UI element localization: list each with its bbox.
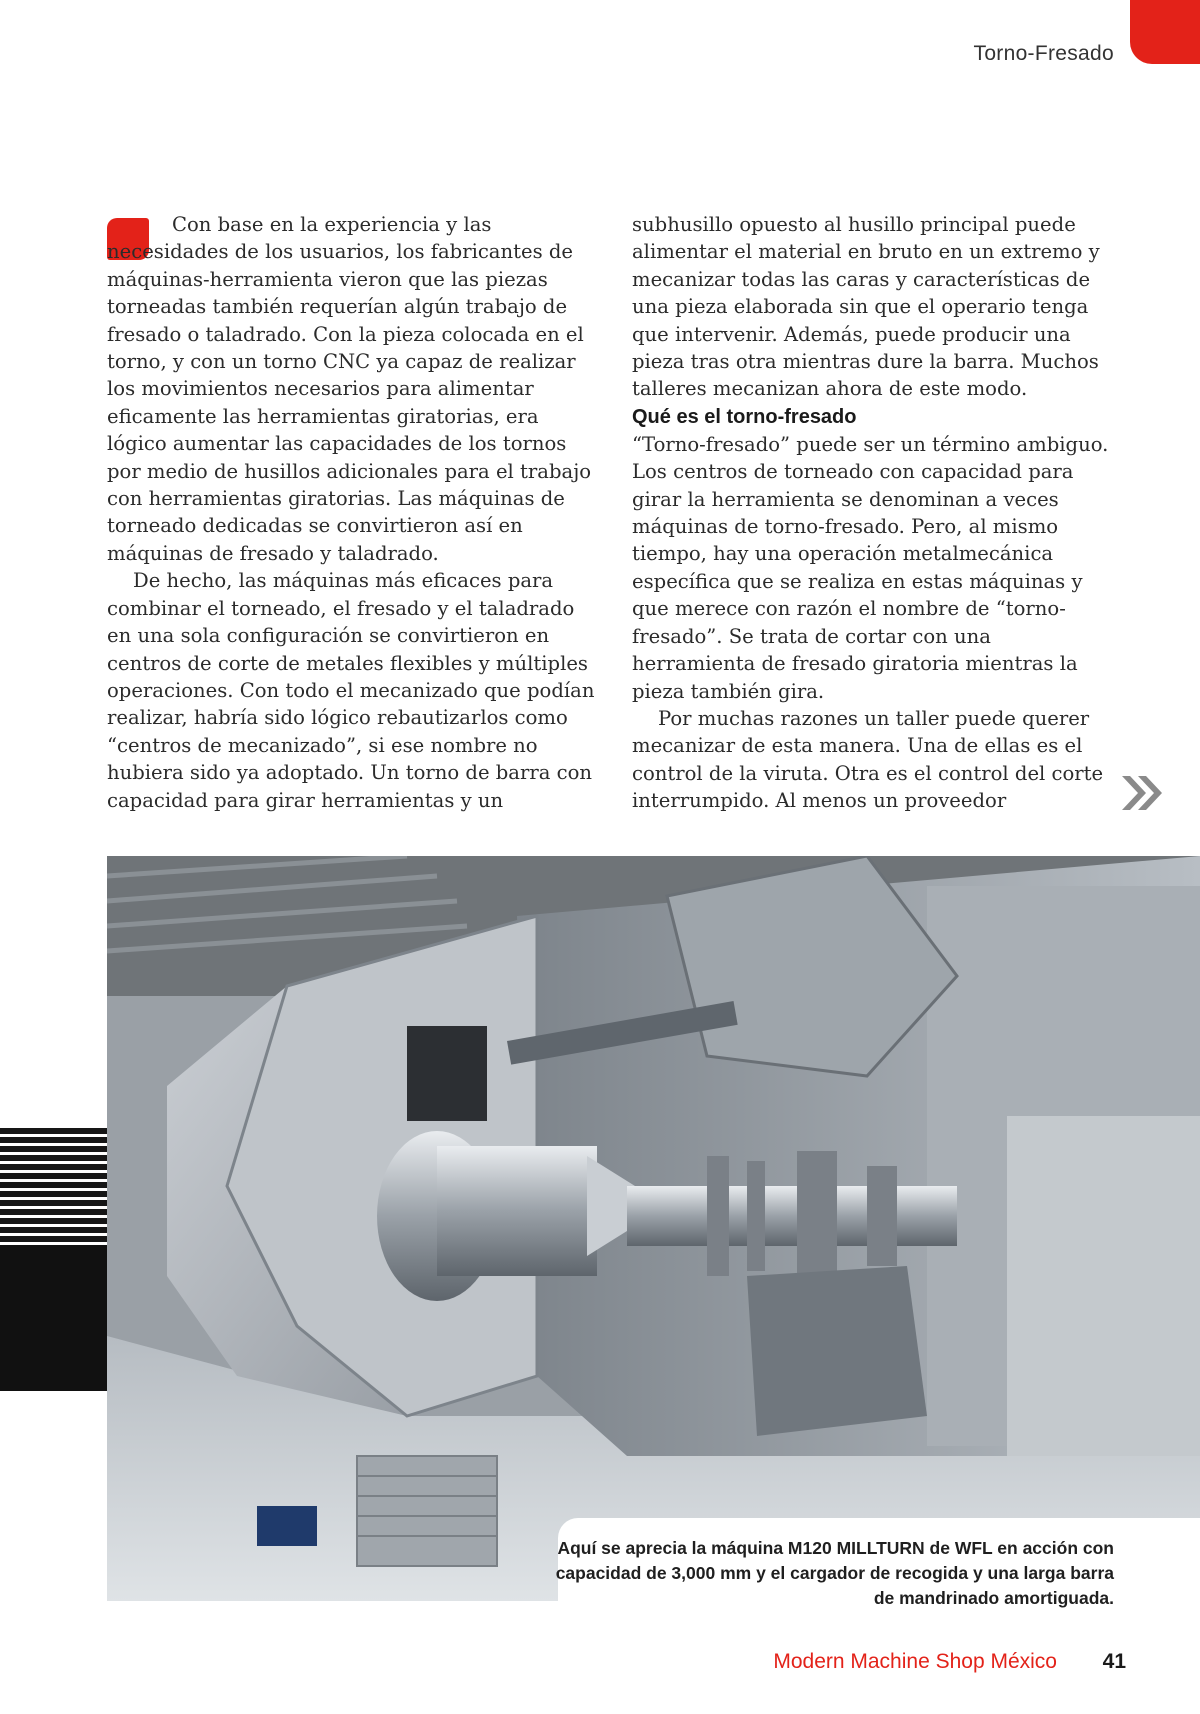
paragraph: Con base en la experiencia y las necesidades de los usuarios, los fabricantes de máquinas-herramienta vieron que las piezas torneadas también requerían algún trabajo de fresado o taladrado. Con la pieza colocada en el torno, y con un torno CNC ya capaz de realizar los movimientos necesarios para alimentar eficamente las herramientas giratorias, era lógico aumentar las capacidades de los tornos por medio de husillos adicionales para el trabajo con herramientas giratorias. Las máquinas de torneado dedicadas se convirtieron así en máquinas de fresado y taladrado. <box>107 213 592 565</box>
article-right-column <box>632 211 1120 815</box>
section-label: Torno-Fresado <box>973 42 1114 65</box>
paragraph: De hecho, las máquinas más eficaces para combinar el torneado, el fresado y el taladrado en una sola configuración se convirtieron en centros de corte de metales flexibles y múltiples operaciones. Con todo el mecanizado que podían realizar, habría sido lógico rebautizarlos como “centros de mecanizado”, si ese nombre no hubiera sido ya adoptado. Un torno de barra con capacidad para girar herramientas y un <box>107 569 595 812</box>
paragraph: subhusillo opuesto al husillo principal puede alimentar el material en bruto en un extremo y mecanizar todas las caras y características de una pieza elaborada sin que el operario tenga que intervenir. Además, puede producir una pieza tras otra mientras dure la barra. Muchos talleres mecanizan ahora de este modo. <box>632 213 1100 401</box>
article-left-column <box>107 211 595 814</box>
paragraph: “Torno-fresado” puede ser un término ambiguo. Los centros de torneado con capacidad para girar la herramienta se denominan a veces máquinas de torno-fresado. Pero, al mismo tiempo, hay una operación metalmecánica específica que se realiza en estas máquinas y que merece con razón el nombre de “torno-fresado”. Se trata de cortar con una herramienta de fresado giratoria mientras la pieza también gira. <box>632 432 1109 703</box>
subheading: Qué es el torno-fresado <box>632 405 857 428</box>
publication-name: Modern Machine Shop México <box>773 1650 1057 1673</box>
double-chevron-right-icon[interactable] <box>1118 772 1168 814</box>
machine-photo <box>107 856 1200 1601</box>
paragraph: Por muchas razones un taller puede querer mecanizar de esta manera. Una de ellas es el control de la viruta. Otra es el control del corte interrumpido. Al menos un proveedor <box>632 706 1104 813</box>
section-corner-tab <box>1130 0 1200 64</box>
page-number: 41 <box>1102 1650 1126 1673</box>
figure-caption: Aquí se aprecia la máquina M120 MILLTURN de WFL en acción con capacidad de 3,000 mm y el cargador de recogida y una larga barra de mandrinado amortiguada. <box>555 1538 1114 1608</box>
decorative-black-block <box>0 1245 107 1391</box>
